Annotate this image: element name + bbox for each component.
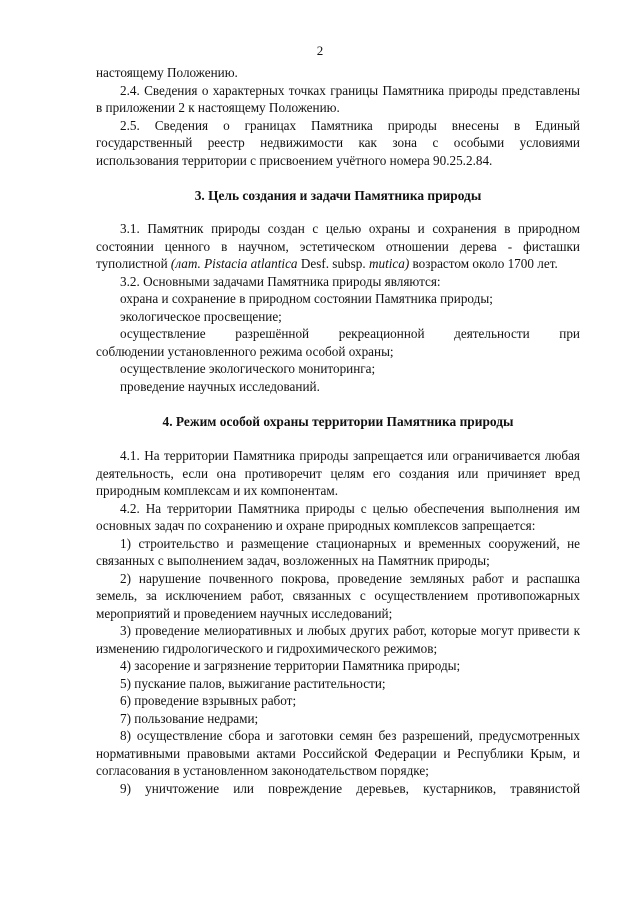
list-item: 4) засорение и загрязнение территории Памятника природы;	[120, 658, 461, 673]
list-item: 2) нарушение почвенного покрова, проведение земляных работ и распашка земель, за исключением работ, связанных с осуществлением противопожарных мероприятий и проведением научных исследований;	[96, 570, 580, 621]
section-3-heading: 3. Цель создания и задачи Памятника природы	[194, 188, 482, 203]
list-item: 3) проведение мелиоративных и любых других работ, которые могут привести к изменению гидрологического и гидрохимического режимов;	[96, 623, 580, 656]
section-4-heading: 4. Режим особой охраны территории Памятника природы	[162, 414, 514, 429]
list-item: 5) пускание палов, выжигание растительности;	[120, 675, 386, 691]
task-item: охрана и сохранение в природном состоянии Памятника природы;	[120, 291, 493, 306]
p31-lead: 3.1. Памятник природы создан с целью охраны и сохранения в природном состоянии ценного в научном, эстетическом отношении дерева - фисташки туполистной	[96, 221, 580, 271]
task-recreation-line1: осуществление разрешённой рекреационной деятельности при	[120, 326, 580, 341]
p31-author: Desf. subsp.	[297, 256, 369, 271]
paragraph-continuation: настоящему Положению.	[96, 65, 238, 80]
paragraph-4-2: 4.2. На территории Памятника природы с целью обеспечения выполнения им основных задач по сохранению и охране природных комплексов запрещается:	[96, 500, 580, 533]
list-item: 1) строительство и размещение стационарных и временных сооружений, не связанных с выполнением задач, возложенных на Памятник природы;	[96, 535, 580, 568]
paragraph-3-2: 3.2. Основными задачами Памятника природы являются:	[120, 273, 441, 289]
paragraph-2-4: 2.4. Сведения о характерных точках границы Памятника природы представлены в приложении 2 к настоящему Положению.	[96, 82, 580, 115]
task-recreation-line2: соблюдении установленного режима особой охраны;	[96, 343, 394, 359]
p31-tail: возрастом около 1700 лет.	[409, 256, 558, 271]
paragraph-3-1	[96, 220, 580, 273]
task-item: осуществление экологического мониторинга;	[120, 361, 376, 376]
page-number: 2	[316, 43, 324, 58]
task-item: экологическое просвещение;	[120, 308, 282, 324]
p31-subsp: mutica)	[368, 256, 410, 271]
paragraph-4-1: 4.1. На территории Памятника природы запрещается или ограничивается любая деятельность, если она противоречит целям его создания или причиняет вред природным комплексам и их компонентам.	[96, 448, 580, 498]
document-body	[96, 64, 580, 797]
list-item: 8) осуществление сбора и заготовки семян без разрешений, предусмотренных нормативными правовыми актами Российской Федерации и Республики Крым, и согласования в установленном законодательством порядке;	[96, 728, 580, 778]
p31-latin-name: Pistacia atlantica	[204, 256, 298, 271]
list-item: 6) проведение взрывных работ;	[120, 693, 297, 708]
list-item: 9) уничтожение или повреждение деревьев, кустарников, травянистой	[120, 780, 580, 796]
task-item: проведение научных исследований.	[120, 378, 320, 394]
paragraph-2-5: 2.5. Сведения о границах Памятника природы внесены в Единый государственный реестр недвижимости как зона с особыми условиями использования территории с присвоением учётного номера 90.25.2.84.	[96, 117, 580, 168]
p31-lat-prefix: (лат.	[170, 256, 205, 271]
list-item: 7) пользование недрами;	[120, 710, 259, 726]
